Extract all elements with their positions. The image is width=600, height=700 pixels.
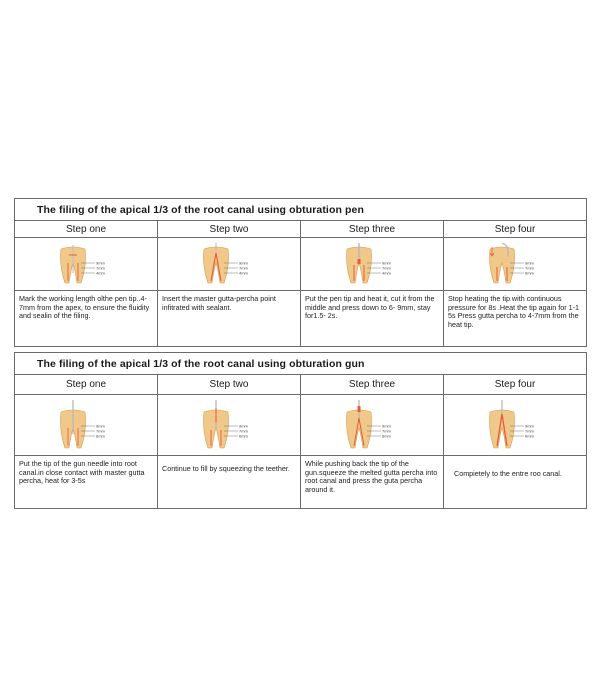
gun-table-title: The filing of the apical 1/3 of the root canal using obturation gun [15, 353, 586, 375]
depth-label: 4mm [96, 270, 105, 276]
depth-label: 9mm [382, 423, 391, 429]
depth-label: 9mm [525, 423, 534, 429]
depth-label: 9mm [525, 260, 534, 266]
step-heading: Step two [158, 375, 300, 395]
step-description: Put the tip of the gun needle into root canal.in close contact with master gutta percha, heat for 3-5s [19, 459, 145, 486]
step-heading: Step one [15, 221, 157, 238]
depth-label: 9mm [96, 423, 105, 429]
step-illustration [444, 395, 586, 456]
gun-step-three [301, 375, 444, 508]
step-description: Compietely to the entre roo canal. [454, 469, 562, 478]
depth-label: 7mm [96, 265, 105, 271]
depth-label: 9mm [96, 260, 105, 266]
step-illustration [158, 238, 300, 291]
pen-steps-row [15, 221, 586, 346]
pen-step-two [158, 221, 301, 346]
depth-label: 6mm [525, 433, 534, 439]
depth-label: 7mm [239, 265, 248, 271]
depth-label: 4mm [239, 270, 248, 276]
tooth-diagram-icon [194, 400, 264, 450]
depth-label: 4mm [382, 270, 391, 276]
step-heading: Step four [444, 221, 586, 238]
step-illustration [301, 238, 443, 291]
depth-label: 7mm [382, 265, 391, 271]
step-heading: Step four [444, 375, 586, 395]
depth-label: 7mm [96, 428, 105, 434]
tooth-diagram-icon [194, 243, 264, 285]
depth-label: 9mm [239, 423, 248, 429]
depth-label: 6mm [382, 433, 391, 439]
step-description: Insert the master gutta-percha point infitrated with sealant. [162, 294, 276, 312]
tooth-diagram-icon [480, 243, 550, 285]
depth-label: 7mm [525, 428, 534, 434]
step-illustration [301, 395, 443, 456]
step-heading: Step two [158, 221, 300, 238]
depth-label: 7mm [525, 265, 534, 271]
gun-step-one [15, 375, 158, 508]
tooth-diagram-icon [51, 400, 121, 450]
step-illustration [15, 395, 157, 456]
step-heading: Step three [301, 375, 443, 395]
depth-label: 7mm [239, 428, 248, 434]
pen-step-four [444, 221, 586, 346]
obturation-gun-table [14, 352, 587, 509]
depth-label: 9mm [382, 260, 391, 266]
step-heading: Step three [301, 221, 443, 238]
step-description: Stop heating the tip with continuous pressure for 8s .Heat the tip again for 1-1 5s Press gutta percha to 4-7mm from the heat tip. [448, 294, 580, 329]
step-description: Put the pen tip and heat it, cut it from the middle and press down to 6- 9mm, stay for1.5- 2s. [305, 294, 435, 321]
obturation-pen-table [14, 198, 587, 347]
gun-step-two [158, 375, 301, 508]
gun-steps-row [15, 375, 586, 508]
gun-step-four [444, 375, 586, 508]
pen-step-three [301, 221, 444, 346]
step-illustration [158, 395, 300, 456]
pen-step-one [15, 221, 158, 346]
step-heading: Step one [15, 375, 157, 395]
step-description: Mark the working length olthe pen tip..4- 7mm from the apex, to ensure the fluidity and sealin of the filing. [19, 294, 150, 321]
tooth-diagram-icon [51, 243, 121, 285]
pen-table-title: The filing of the apical 1/3 of the root canal using obturation pen [15, 199, 586, 221]
depth-label: 6mm [525, 270, 534, 276]
tooth-diagram-icon [337, 400, 407, 450]
depth-label: 9mm [239, 260, 248, 266]
tooth-diagram-icon [337, 243, 407, 285]
step-description: While pushing back the tip of the gun.squeeze the melted gutta percha into root canal and press the guta percha around it. [305, 459, 438, 494]
step-illustration [444, 238, 586, 291]
tooth-diagram-icon [480, 400, 550, 450]
depth-label: 7mm [382, 428, 391, 434]
step-illustration [15, 238, 157, 291]
step-description: Continue to fill by squeezing the teether. [162, 464, 290, 473]
depth-label: 6mm [96, 433, 105, 439]
depth-label: 6mm [239, 433, 248, 439]
